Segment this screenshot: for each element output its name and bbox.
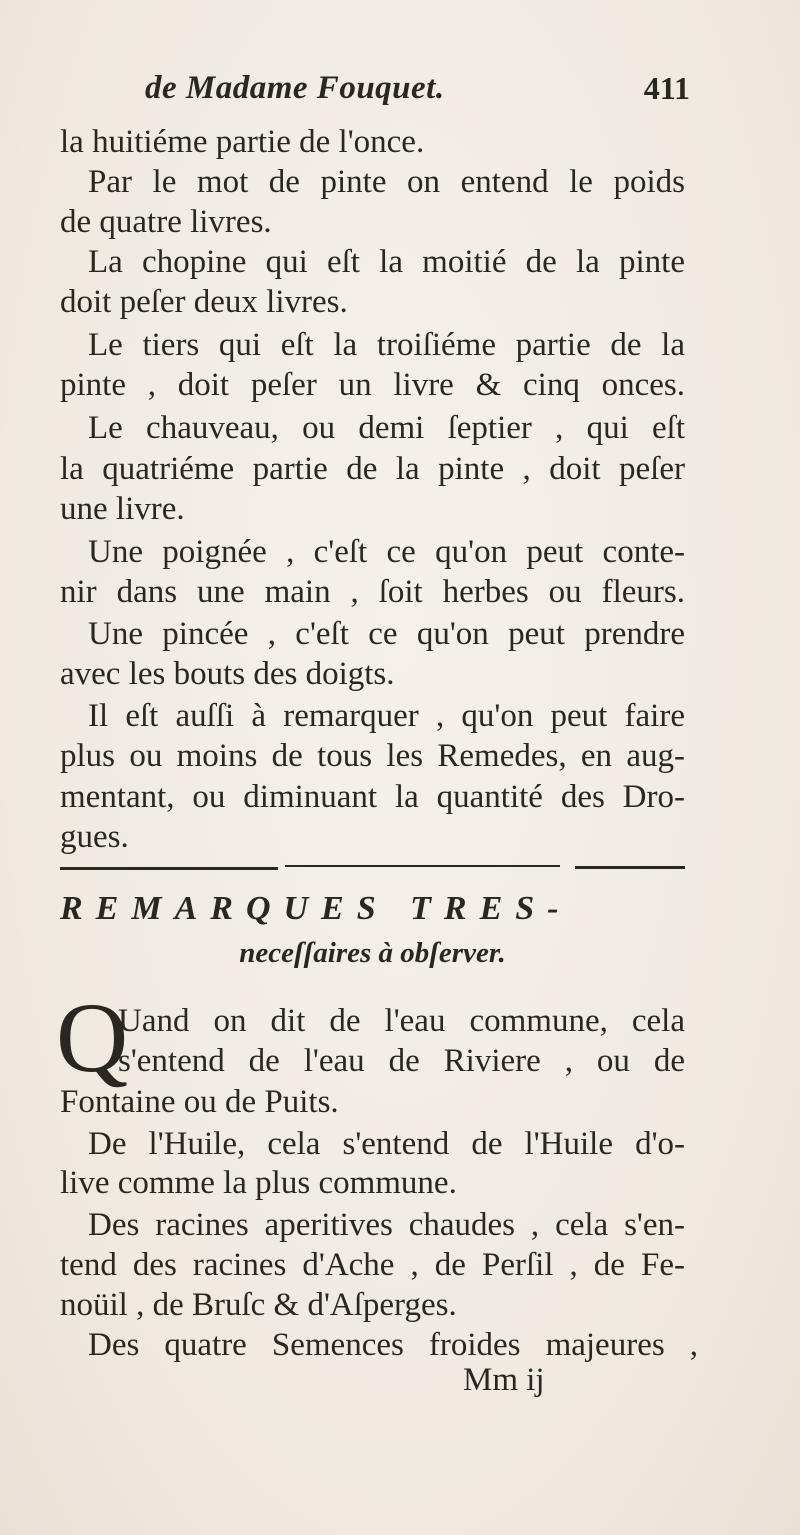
section-divider [60,865,685,871]
text-line: mentant, ou diminuant la quantité des Dro- [60,779,685,815]
text-line: pinte , doit peſer un livre & cinq onces. [60,367,685,403]
running-title: de Madame Fouquet. [145,70,445,106]
text-line: gues. [60,819,129,855]
text-line: De l'Huile, cela s'entend de l'Huile d'o- [88,1126,685,1162]
text-line: la huitiéme partie de l'once. [60,124,425,160]
text-line: Par le mot de pinte on entend le poids [88,164,685,200]
section-subtitle: neceſſaires à obſerver. [239,937,506,969]
drop-cap: Q [56,982,129,1093]
text-line: Il eſt auſſi à remarquer , qu'on peut faire [88,698,685,734]
text-line: live comme la plus commune. [60,1165,457,1201]
text-line: Une poignée , c'eſt ce qu'on peut conte- [88,534,685,570]
text-line: La chopine qui eſt la moitié de la pinte [88,244,685,280]
text-line: Fontaine ou de Puits. [60,1084,339,1120]
text-line: plus ou moins de tous les Remedes, en aug- [60,738,685,774]
catchword-signature: Mm ij [463,1362,545,1398]
page-number: 411 [643,70,690,106]
text-line: s'entend de l'eau de Riviere , ou de [118,1043,685,1079]
text-line: avec les bouts des doigts. [60,656,395,692]
page-header [145,70,690,112]
text-line: doit peſer deux livres. [60,284,348,320]
text-line: Une pincée , c'eſt ce qu'on peut prendre [88,616,685,652]
text-line: tend des racines d'Ache , de Perſil , de Fe- [60,1247,685,1283]
text-line: Le chauveau, ou demi ſeptier , qui eſt [88,410,685,446]
text-line: la quatriéme partie de la pinte , doit peſer [60,451,685,487]
text-line: de quatre livres. [60,204,272,240]
text-line: une livre. [60,491,185,527]
section-title: REMARQUES TRES- [60,890,572,927]
text-line: Le tiers qui eſt la troiſiéme partie de la [88,327,685,363]
text-line: nir dans une main , ſoit herbes ou fleurs. [60,574,685,610]
text-line: noüil , de Bruſc & d'Aſperges. [60,1287,457,1323]
text-line: Des racines aperitives chaudes , cela s'en- [88,1207,685,1243]
text-line: Des quatre Semences froides majeures , [88,1327,698,1363]
text-line: Uand on dit de l'eau commune, cela [118,1003,685,1039]
